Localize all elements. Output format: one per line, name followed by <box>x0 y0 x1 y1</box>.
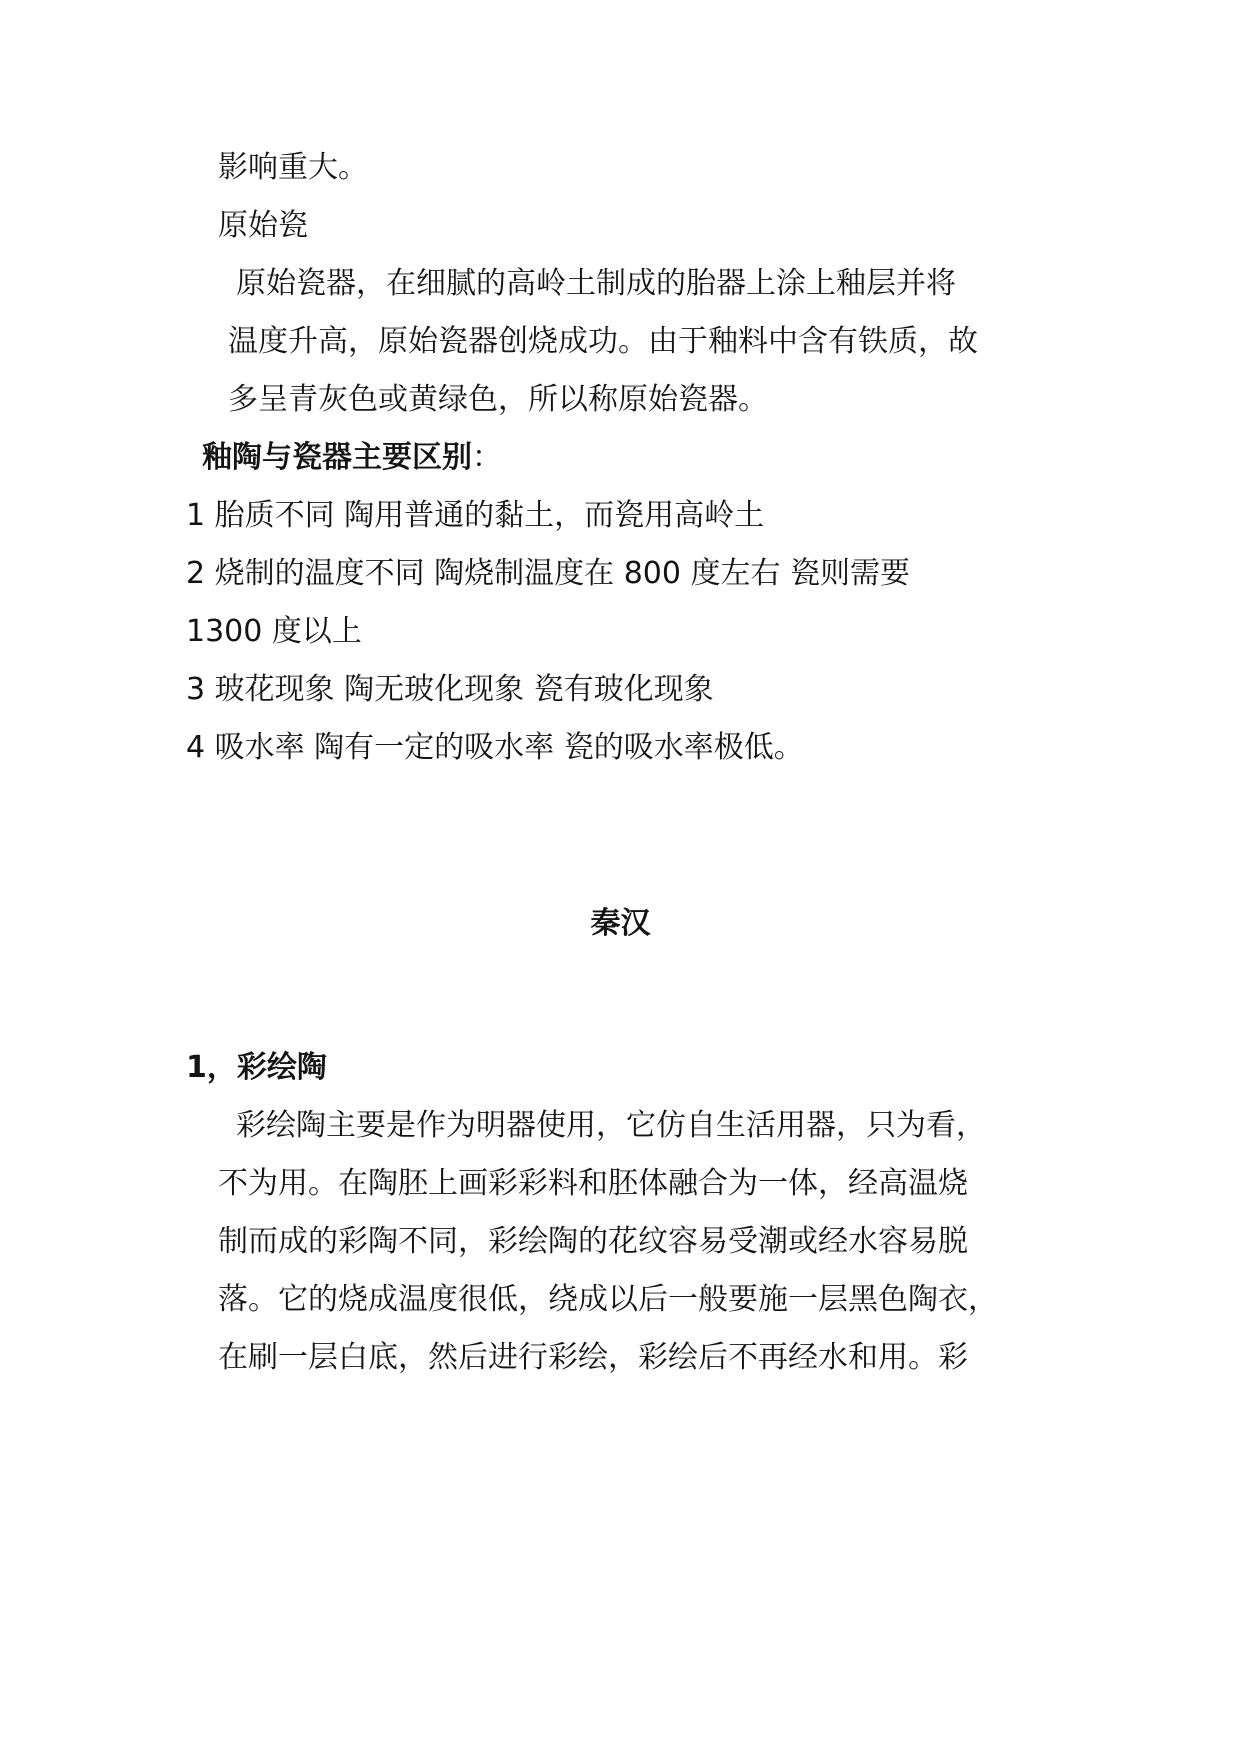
subsection-heading: 1，彩绘陶 <box>186 1050 327 1085</box>
paragraph-line: 制而成的彩陶不同，彩绘陶的花纹容易受潮或经水容易脱 <box>218 1224 968 1259</box>
differences-title: 釉陶与瓷器主要区别 <box>202 440 472 475</box>
intro-tail-text: 影响重大。 <box>218 150 368 185</box>
paragraph-line: 彩绘陶主要是作为明器使用，它仿自生活用器，只为看， <box>236 1108 986 1143</box>
list-item: 4 吸水率 陶有一定的吸水率 瓷的吸水率极低。 <box>186 730 804 765</box>
paragraph-line: 落。它的烧成温度很低，绕成以后一般要施一层黑色陶衣， <box>218 1282 998 1317</box>
paragraph-line: 温度升高，原始瓷器创烧成功。由于釉料中含有铁质，故 <box>228 324 978 359</box>
list-item: 2 烧制的温度不同 陶烧制温度在 800 度左右 瓷则需要 <box>186 556 911 591</box>
paragraph-line: 在刷一层白底，然后进行彩绘，彩绘后不再经水和用。彩 <box>218 1340 968 1375</box>
list-item: 1 胎质不同 陶用普通的黏土，而瓷用高岭土 <box>186 498 765 533</box>
paragraph-line: 不为用。在陶胚上画彩彩料和胚体融合为一体，经高温烧 <box>218 1166 968 1201</box>
paragraph-line: 多呈青灰色或黄绿色，所以称原始瓷器。 <box>228 382 768 417</box>
list-item-continuation: 1300 度以上 <box>186 614 362 649</box>
differences-title-row <box>202 438 502 478</box>
differences-title-colon: ： <box>472 440 502 475</box>
paragraph-line: 原始瓷器，在细腻的高岭土制成的胎器上涂上釉层并将 <box>236 266 956 301</box>
list-item: 3 玻花现象 陶无玻化现象 瓷有玻化现象 <box>186 672 714 707</box>
section-heading-primitive-porcelain: 原始瓷 <box>218 208 308 243</box>
chapter-title: 秦汉 <box>590 906 651 941</box>
